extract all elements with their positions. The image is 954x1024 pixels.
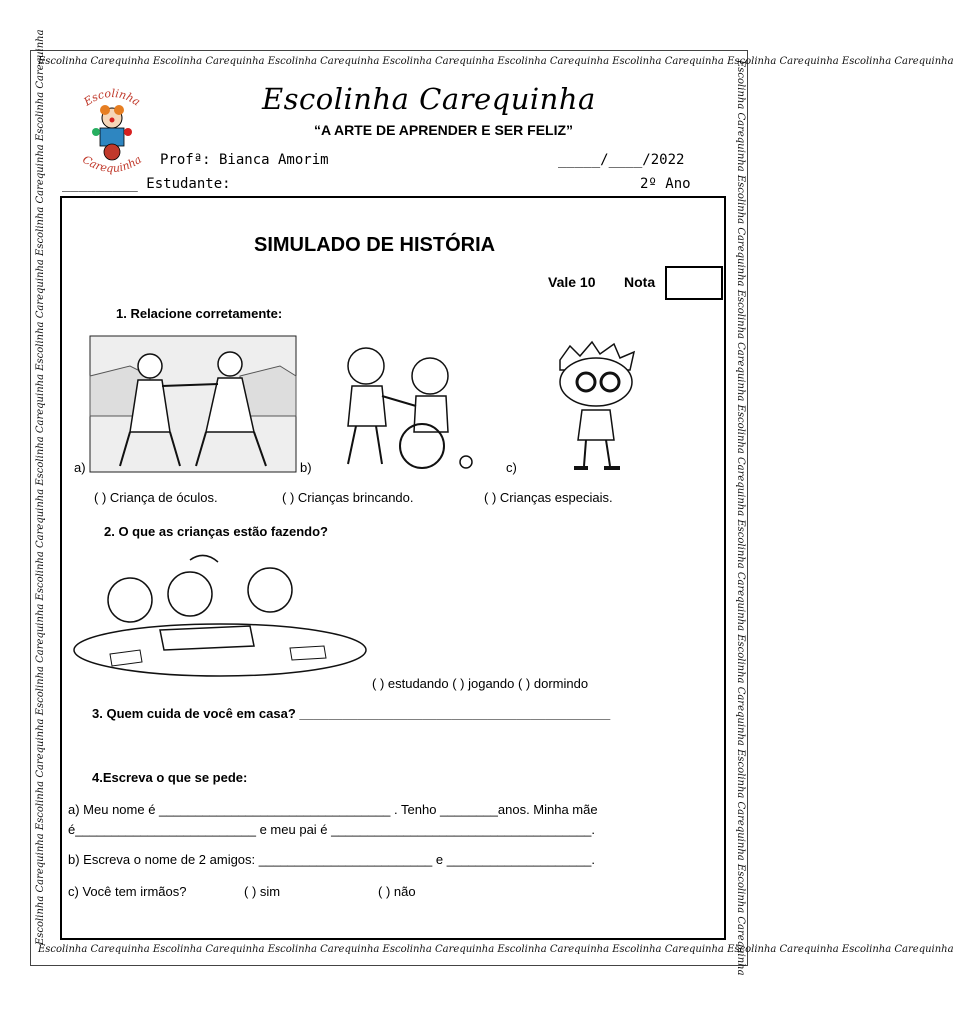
option-label-c: c): [506, 460, 517, 475]
border-text-bottom: Escolinha Carequinha Escolinha Carequinha Escolinha Carequinha Escolinha Carequinha Escolinha Carequinha Escolinha Carequinha Escolinha Carequinha Escolinha Carequinha: [38, 944, 954, 955]
border-text-left: Escolinha Carequinha Escolinha Carequinha Escolinha Carequinha Escolinha Carequinha Escolinha Carequinha Escolinha Carequinha Escolinha Carequinha Escolinha Carequinha: [35, 29, 46, 945]
logo-text-top: Escolinha: [81, 86, 143, 109]
school-name: Escolinha Carequinha: [262, 82, 596, 116]
q4c-option-sim[interactable]: ( ) sim: [244, 884, 281, 899]
q4a-line-2[interactable]: é_________________________ e meu pai é ____________________________________.: [68, 822, 596, 837]
children-wheelchair-illustration: [326, 336, 496, 474]
exam-value: Vale 10: [548, 274, 596, 290]
option-label-a: a): [74, 460, 86, 475]
question-1-title: 1. Relacione corretamente:: [116, 306, 283, 321]
q4c-option-nao[interactable]: ( ) não: [378, 884, 416, 899]
q1-option-playing[interactable]: ( ) Crianças brincando.: [282, 490, 414, 505]
child-glasses-illustration: [526, 340, 652, 474]
question-3[interactable]: 3. Quem cuida de você em casa? ___________________________________________: [92, 706, 611, 721]
clown-logo: [72, 82, 152, 182]
teacher-name: Profª: Bianca Amorim: [160, 152, 329, 168]
option-label-b: b): [300, 460, 312, 475]
q4a-line-1[interactable]: a) Meu nome é ________________________________ . Tenho ________anos. Minha mãe: [68, 802, 598, 817]
question-4-title: 4.Escreva o que se pede:: [92, 770, 248, 785]
children-reading-illustration: [70, 550, 370, 680]
q4c-label: c) Você tem irmãos?: [68, 884, 187, 899]
logo-text-bottom: Carequinha: [80, 152, 144, 176]
border-text-right: Escolinha Carequinha Escolinha Carequinha Escolinha Carequinha Escolinha Carequinha Escolinha Carequinha Escolinha Carequinha Escolinha Carequinha Escolinha Carequinha: [735, 60, 746, 976]
grade-box[interactable]: [665, 266, 723, 300]
student-field[interactable]: _________ Estudante:: [62, 176, 231, 192]
grade-label: 2º Ano: [640, 176, 691, 192]
border-text-top: Escolinha Carequinha Escolinha Carequinha Escolinha Carequinha Escolinha Carequinha Escolinha Carequinha Escolinha Carequinha Escolinha Carequinha Escolinha Carequinha: [38, 56, 954, 67]
q4b-friends[interactable]: b) Escreva o nome de 2 amigos: ________________________ e ____________________.: [68, 852, 595, 867]
q1-option-special[interactable]: ( ) Crianças especiais.: [484, 490, 613, 505]
grade-label-nota: Nota: [624, 274, 656, 290]
date-field[interactable]: _____/____/2022: [558, 152, 685, 168]
children-playing-illustration: [90, 336, 296, 472]
q2-options[interactable]: ( ) estudando ( ) jogando ( ) dormindo: [372, 676, 589, 691]
svg-text:Escolinha: [81, 87, 143, 109]
school-motto: “A ARTE DE APRENDER E SER FELIZ”: [314, 122, 574, 138]
exam-title: SIMULADO DE HISTÓRIA: [254, 234, 496, 256]
q1-option-glasses[interactable]: ( ) Criança de óculos.: [94, 490, 218, 505]
question-2-title: 2. O que as crianças estão fazendo?: [104, 524, 328, 539]
